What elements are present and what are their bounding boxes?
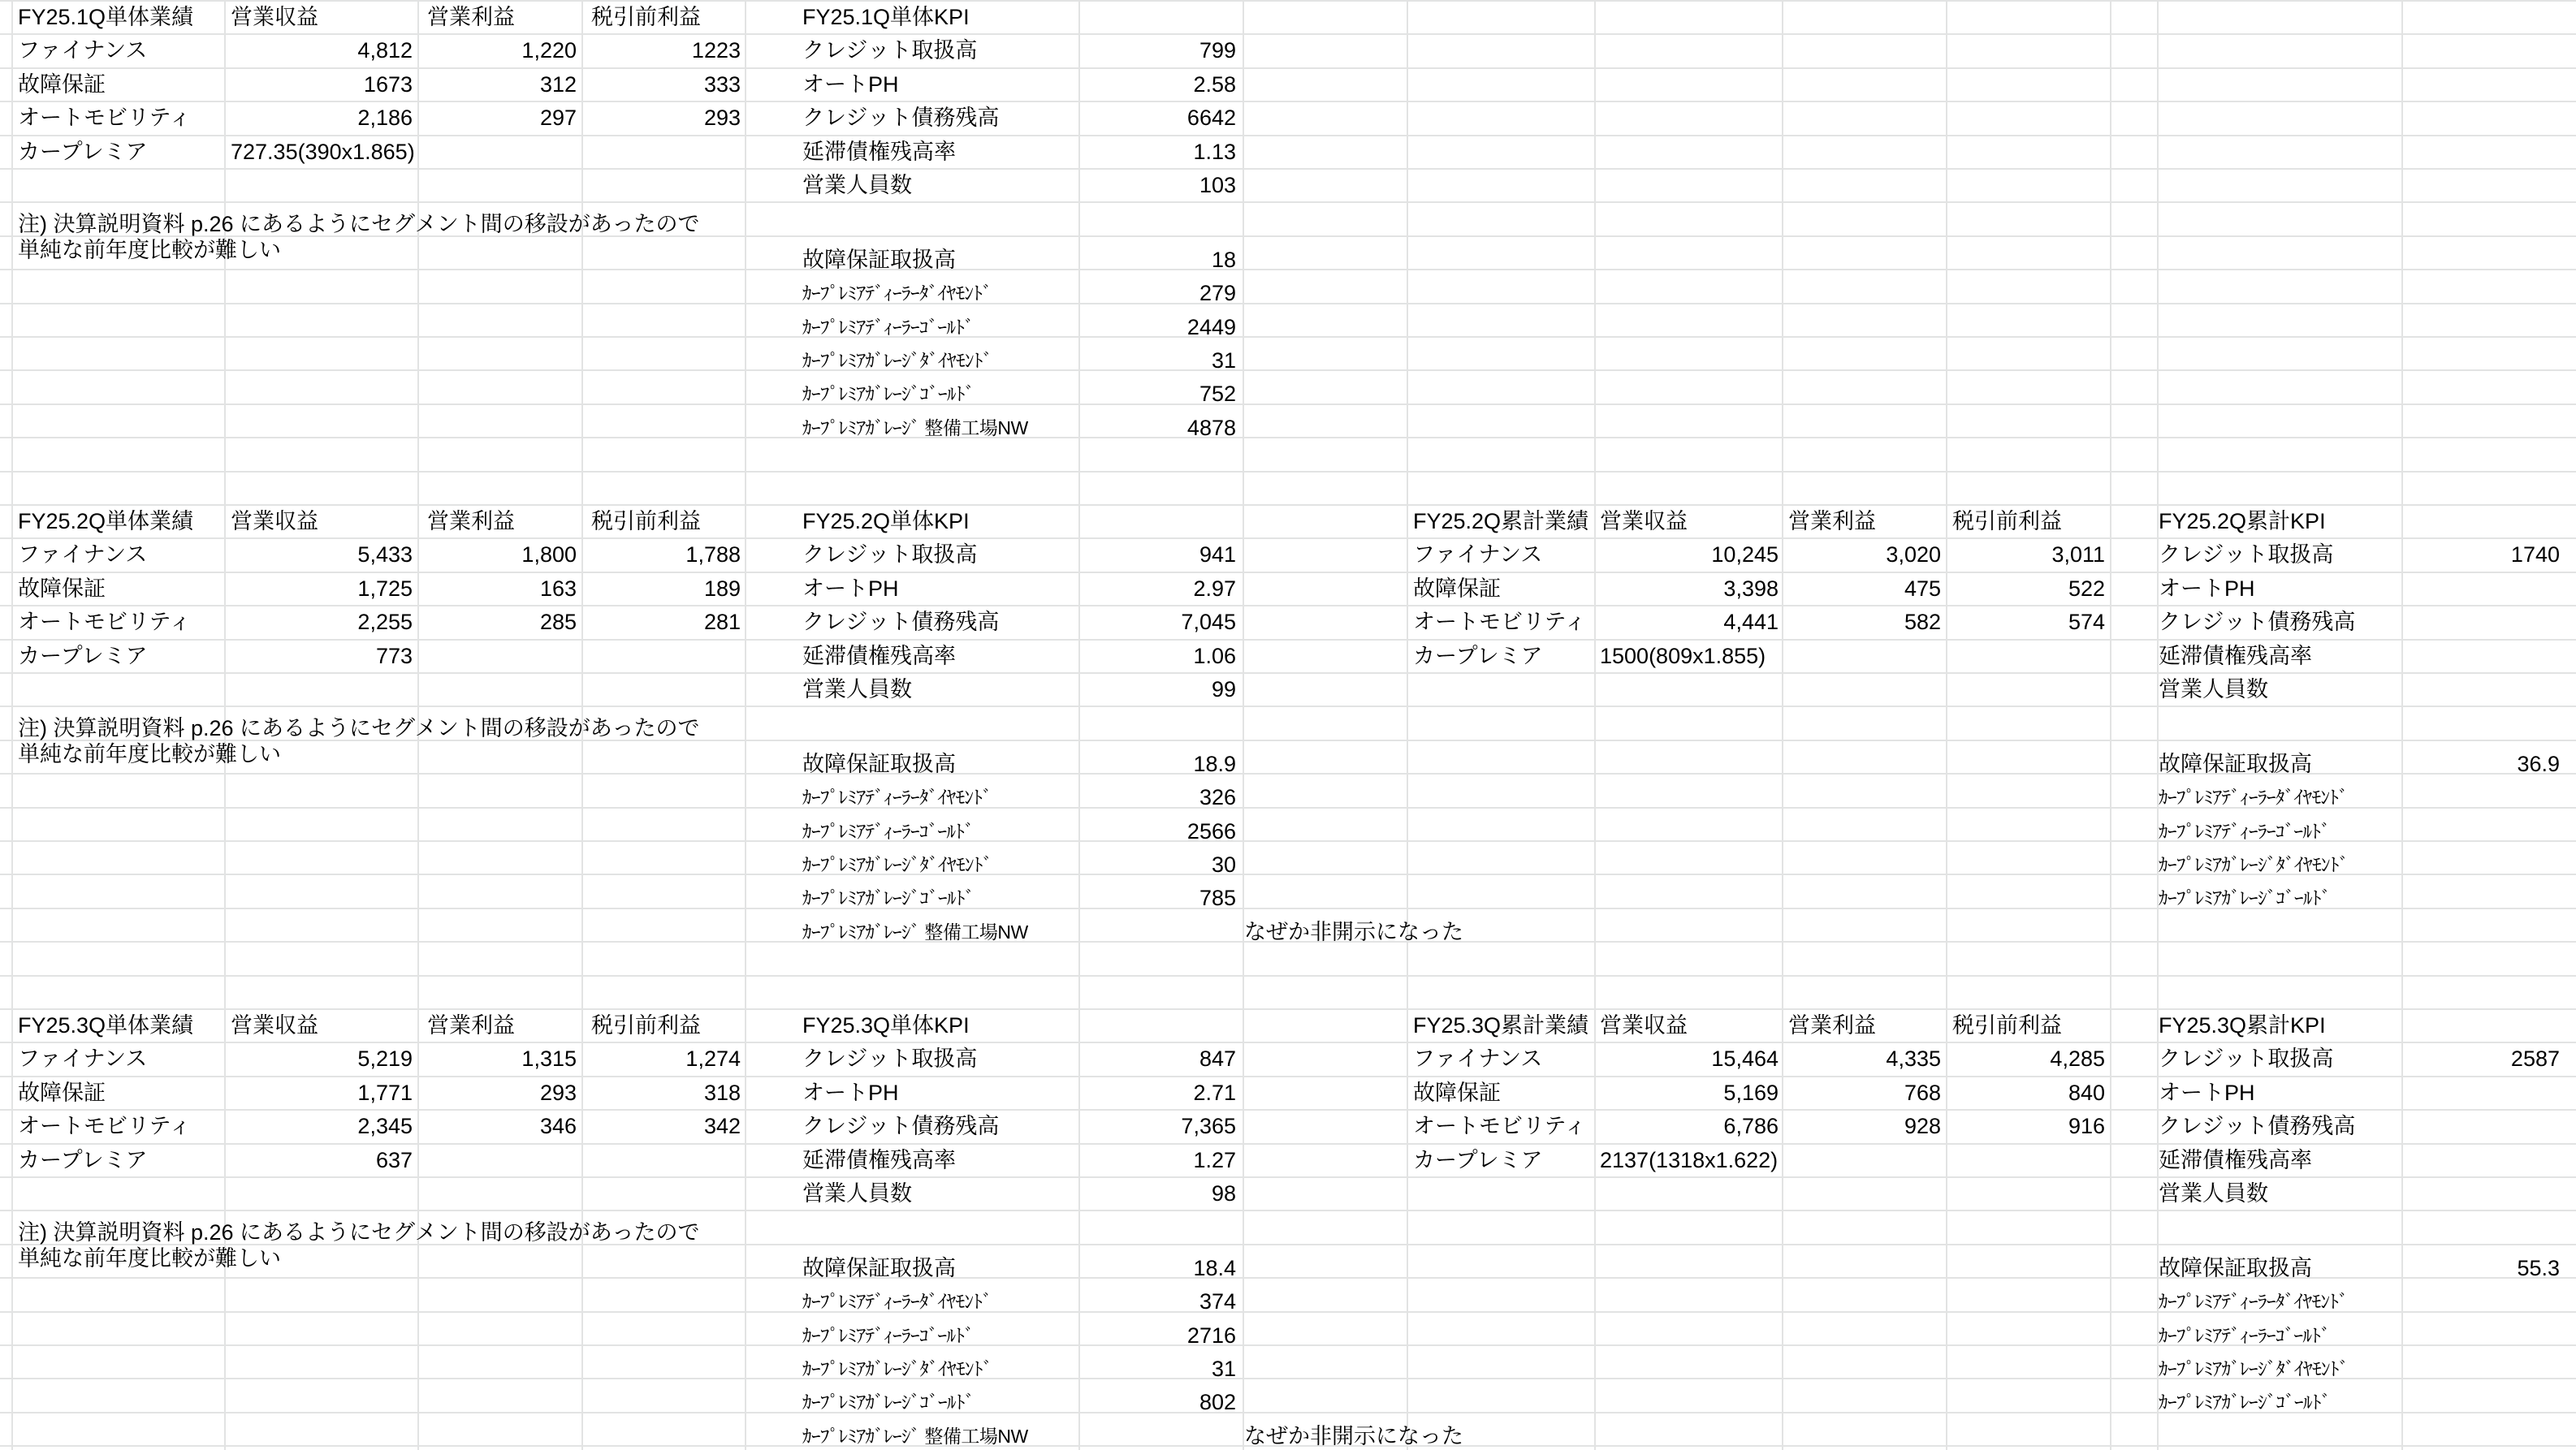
cell-value: 574 bbox=[2068, 610, 2105, 634]
kpi-value: 98 bbox=[1211, 1181, 1236, 1206]
cell-value: 10,245 bbox=[1711, 542, 1779, 567]
kpi-label: ｶｰﾌﾟﾚﾐｱﾃﾞｨｰﾗｰﾀﾞｲﾔﾓﾝﾄﾞ bbox=[2159, 1291, 2348, 1312]
kpi-label: ｶｰﾌﾟﾚﾐｱｶﾞﾚｰｼﾞ 整備工場NW bbox=[802, 921, 1028, 943]
row-label: ファイナンス bbox=[1413, 542, 1543, 567]
kpi-label: 延滞債権残高率 bbox=[2159, 644, 2312, 668]
kpi-label: クレジット債務残高 bbox=[802, 610, 1000, 634]
kpi-label: ｶｰﾌﾟﾚﾐｱﾃﾞｨｰﾗｰｺﾞｰﾙﾄﾞ bbox=[2159, 1325, 2330, 1346]
cell-value: 582 bbox=[1904, 610, 1941, 634]
kpi-value: 31 bbox=[1211, 348, 1236, 373]
row-label: カープレミア bbox=[18, 140, 148, 164]
cell-value: 1,788 bbox=[685, 542, 741, 567]
segment-title: FY25.3Q単体業績 bbox=[18, 1013, 194, 1038]
kpi-value: 374 bbox=[1199, 1289, 1236, 1314]
kpi-label: 故障保証取扱高 bbox=[802, 1256, 956, 1280]
cell-value: 4,335 bbox=[1886, 1047, 1941, 1071]
kpi-value: 2716 bbox=[1186, 1323, 1236, 1348]
kpi-title: FY25.2Q単体KPI bbox=[802, 509, 970, 533]
kpi-label: 故障保証取扱高 bbox=[2159, 1256, 2312, 1280]
kpi-value: 326 bbox=[1199, 785, 1236, 809]
kpi-label: 営業人員数 bbox=[2159, 1181, 2268, 1206]
kpi-label: ｶｰﾌﾟﾚﾐｱｶﾞﾚｰｼﾞｺﾞｰﾙﾄﾞ bbox=[2159, 887, 2331, 908]
column-header: 営業収益 bbox=[231, 1013, 318, 1038]
cell-value: 2,186 bbox=[357, 106, 413, 130]
kpi-label: クレジット取扱高 bbox=[2159, 1047, 2334, 1071]
cell-value: 475 bbox=[1904, 576, 1941, 601]
row-label: 故障保証 bbox=[1413, 576, 1501, 601]
kpi-value: 1.06 bbox=[1193, 644, 1236, 668]
kpi-label: ｶｰﾌﾟﾚﾐｱｶﾞﾚｰｼﾞｺﾞｰﾙﾄﾞ bbox=[802, 1392, 975, 1413]
kpi-title: FY25.3Q単体KPI bbox=[802, 1013, 970, 1038]
kpi-value: 1.27 bbox=[1193, 1148, 1236, 1172]
row-label: オートモビリティ bbox=[18, 106, 192, 130]
kpi-label: ｶｰﾌﾟﾚﾐｱｶﾞﾚｰｼﾞﾀﾞｲﾔﾓﾝﾄﾞ bbox=[802, 854, 992, 875]
segment-note: 注) 決算説明資料 p.26 にあるようにセグメント間の移設があったので 単純な前年度比較が難しい bbox=[18, 716, 700, 766]
cell-value: 15,464 bbox=[1711, 1047, 1779, 1071]
row-label: カープレミア bbox=[1413, 1148, 1543, 1172]
column-header: 営業収益 bbox=[231, 5, 318, 29]
kpi-label: ｶｰﾌﾟﾚﾐｱﾃﾞｨｰﾗｰﾀﾞｲﾔﾓﾝﾄﾞ bbox=[2159, 787, 2348, 808]
cell-value: 2137(1318x1.622) bbox=[1600, 1148, 1779, 1172]
kpi-value: 847 bbox=[1199, 1047, 1236, 1071]
kpi-label: 延滞債権残高率 bbox=[802, 140, 956, 164]
kpi-value: 18.4 bbox=[1193, 1256, 1236, 1280]
kpi-label: 故障保証取扱高 bbox=[802, 248, 956, 272]
kpi-label: クレジット取扱高 bbox=[802, 542, 978, 567]
kpi-value: 752 bbox=[1199, 382, 1236, 406]
kpi-label: ｶｰﾌﾟﾚﾐｱｶﾞﾚｰｼﾞｺﾞｰﾙﾄﾞ bbox=[802, 887, 975, 908]
kpi-label: オートPH bbox=[802, 72, 899, 97]
row-label: 故障保証 bbox=[1413, 1081, 1501, 1105]
kpi-label: 延滞債権残高率 bbox=[802, 644, 956, 668]
kpi-value: 2.71 bbox=[1193, 1081, 1236, 1105]
kpi-value: 2.58 bbox=[1193, 72, 1236, 97]
kpi-label: ｶｰﾌﾟﾚﾐｱﾃﾞｨｰﾗｰﾀﾞｲﾔﾓﾝﾄﾞ bbox=[802, 1291, 992, 1312]
kpi-value: 31 bbox=[1211, 1357, 1236, 1381]
kpi-label: ｶｰﾌﾟﾚﾐｱｶﾞﾚｰｼﾞｺﾞｰﾙﾄﾞ bbox=[802, 383, 975, 404]
kpi-label: 故障保証取扱高 bbox=[802, 752, 956, 776]
cell-value: 3,398 bbox=[1723, 576, 1779, 601]
segment-title: FY25.1Q単体業績 bbox=[18, 5, 194, 29]
segment-title: FY25.3Q累計業績 bbox=[1413, 1013, 1589, 1038]
row-label: オートモビリティ bbox=[18, 610, 192, 634]
column-header: 営業利益 bbox=[427, 5, 515, 29]
kpi-value: 785 bbox=[1199, 886, 1236, 910]
kpi-value: 55.3 bbox=[2517, 1256, 2560, 1280]
cell-value: 4,285 bbox=[2050, 1047, 2105, 1071]
cell-value: 1673 bbox=[363, 72, 413, 97]
kpi-title: FY25.2Q累計KPI bbox=[2159, 509, 2326, 533]
cell-value: 773 bbox=[375, 644, 413, 668]
cell-value: 163 bbox=[539, 576, 577, 601]
segment-title: FY25.2Q累計業績 bbox=[1413, 509, 1589, 533]
kpi-label: ｶｰﾌﾟﾚﾐｱｶﾞﾚｰｼﾞｺﾞｰﾙﾄﾞ bbox=[2159, 1392, 2331, 1413]
row-label: ファイナンス bbox=[18, 1047, 148, 1071]
kpi-label: 営業人員数 bbox=[2159, 677, 2268, 701]
cell-value: 4,441 bbox=[1723, 610, 1779, 634]
row-label: カープレミア bbox=[18, 644, 148, 668]
column-header: 税引前利益 bbox=[1952, 509, 2062, 533]
kpi-label: 営業人員数 bbox=[802, 173, 912, 197]
kpi-value: 6642 bbox=[1186, 106, 1236, 130]
row-label: オートモビリティ bbox=[1413, 1114, 1587, 1138]
kpi-label: 延滞債権残高率 bbox=[802, 1148, 956, 1172]
kpi-label: ｶｰﾌﾟﾚﾐｱｶﾞﾚｰｼﾞﾀﾞｲﾔﾓﾝﾄﾞ bbox=[2159, 854, 2349, 875]
cell-value: 1,220 bbox=[521, 38, 577, 63]
cell-value: 1,771 bbox=[357, 1081, 413, 1105]
kpi-value: 279 bbox=[1199, 281, 1236, 305]
row-label: ファイナンス bbox=[18, 542, 148, 567]
kpi-label: ｶｰﾌﾟﾚﾐｱﾃﾞｨｰﾗｰｺﾞｰﾙﾄﾞ bbox=[802, 821, 974, 842]
kpi-label: クレジット取扱高 bbox=[802, 1047, 978, 1071]
cell-value: 916 bbox=[2068, 1114, 2105, 1138]
cell-value: 281 bbox=[703, 610, 741, 634]
row-label: カープレミア bbox=[1413, 644, 1543, 668]
kpi-value: 18.9 bbox=[1193, 752, 1236, 776]
cell-value: 293 bbox=[703, 106, 741, 130]
kpi-label: クレジット債務残高 bbox=[2159, 610, 2356, 634]
cell-value: 1500(809x1.855) bbox=[1600, 644, 1766, 668]
column-header: 税引前利益 bbox=[1952, 1013, 2062, 1038]
kpi-value: 1740 bbox=[2510, 542, 2560, 567]
cell-value: 297 bbox=[539, 106, 577, 130]
kpi-value: 7,045 bbox=[1181, 610, 1236, 634]
kpi-value: なぜか非開示になった bbox=[1244, 920, 1463, 944]
kpi-label: 営業人員数 bbox=[802, 1181, 912, 1206]
row-label: カープレミア bbox=[18, 1148, 148, 1172]
kpi-label: ｶｰﾌﾟﾚﾐｱｶﾞﾚｰｼﾞ 整備工場NW bbox=[802, 417, 1028, 438]
kpi-label: クレジット債務残高 bbox=[802, 106, 1000, 130]
kpi-title: FY25.3Q累計KPI bbox=[2159, 1013, 2326, 1038]
segment-note: 注) 決算説明資料 p.26 にあるようにセグメント間の移設があったので 単純な前年度比較が難しい bbox=[18, 212, 700, 262]
cell-value: 4,812 bbox=[357, 38, 413, 63]
cell-value: 522 bbox=[2068, 576, 2105, 601]
kpi-label: ｶｰﾌﾟﾚﾐｱﾃﾞｨｰﾗｰﾀﾞｲﾔﾓﾝﾄﾞ bbox=[802, 787, 992, 808]
cell-value: 1,725 bbox=[357, 576, 413, 601]
segment-title: FY25.2Q単体業績 bbox=[18, 509, 194, 533]
row-label: ファイナンス bbox=[1413, 1047, 1543, 1071]
kpi-label: オートPH bbox=[2159, 576, 2255, 601]
cell-value: 928 bbox=[1904, 1114, 1941, 1138]
kpi-value: 1.13 bbox=[1193, 140, 1236, 164]
kpi-value: 99 bbox=[1211, 677, 1236, 701]
cell-value: 5,219 bbox=[357, 1047, 413, 1071]
kpi-value: 7,365 bbox=[1181, 1114, 1236, 1138]
kpi-label: オートPH bbox=[802, 576, 899, 601]
kpi-label: クレジット債務残高 bbox=[802, 1114, 1000, 1138]
kpi-value: 799 bbox=[1199, 38, 1236, 63]
cell-value: 285 bbox=[539, 610, 577, 634]
kpi-value: 18 bbox=[1211, 248, 1236, 272]
row-label: オートモビリティ bbox=[1413, 610, 1587, 634]
cell-value: 727.35(390x1.865) bbox=[231, 140, 415, 164]
row-label: 故障保証 bbox=[18, 576, 106, 601]
cell-value: 189 bbox=[703, 576, 741, 601]
kpi-value: 941 bbox=[1199, 542, 1236, 567]
kpi-value: 2566 bbox=[1186, 819, 1236, 844]
column-header: 営業利益 bbox=[427, 1013, 515, 1038]
column-header: 税引前利益 bbox=[591, 5, 701, 29]
cell-value: 2,255 bbox=[357, 610, 413, 634]
kpi-label: クレジット取扱高 bbox=[2159, 542, 2334, 567]
cell-value: 346 bbox=[539, 1114, 577, 1138]
kpi-value: 4878 bbox=[1186, 416, 1236, 440]
column-header: 営業利益 bbox=[427, 509, 515, 533]
column-header: 税引前利益 bbox=[591, 1013, 701, 1038]
row-label: ファイナンス bbox=[18, 38, 148, 63]
kpi-value: 2587 bbox=[2510, 1047, 2560, 1071]
kpi-label: ｶｰﾌﾟﾚﾐｱﾃﾞｨｰﾗｰｺﾞｰﾙﾄﾞ bbox=[802, 317, 974, 338]
kpi-label: ｶｰﾌﾟﾚﾐｱｶﾞﾚｰｼﾞ 整備工場NW bbox=[802, 1426, 1028, 1447]
kpi-label: ｶｰﾌﾟﾚﾐｱﾃﾞｨｰﾗｰｺﾞｰﾙﾄﾞ bbox=[2159, 821, 2330, 842]
kpi-title: FY25.1Q単体KPI bbox=[802, 5, 970, 29]
row-label: オートモビリティ bbox=[18, 1114, 192, 1138]
column-header: 営業収益 bbox=[1600, 509, 1688, 533]
column-header: 営業収益 bbox=[1600, 1013, 1688, 1038]
column-header: 営業利益 bbox=[1788, 1013, 1876, 1038]
kpi-value: 802 bbox=[1199, 1390, 1236, 1414]
cell-value: 5,169 bbox=[1723, 1081, 1779, 1105]
column-header: 営業収益 bbox=[231, 509, 318, 533]
row-label: 故障保証 bbox=[18, 1081, 106, 1105]
cell-value: 3,020 bbox=[1886, 542, 1941, 567]
kpi-label: オートPH bbox=[2159, 1081, 2255, 1105]
cell-value: 6,786 bbox=[1723, 1114, 1779, 1138]
segment-note: 注) 決算説明資料 p.26 にあるようにセグメント間の移設があったので 単純な前年度比較が難しい bbox=[18, 1220, 700, 1271]
cell-value: 1,800 bbox=[521, 542, 577, 567]
row-label: 故障保証 bbox=[18, 72, 106, 97]
cell-value: 637 bbox=[375, 1148, 413, 1172]
kpi-label: クレジット取扱高 bbox=[802, 38, 978, 63]
kpi-label: 営業人員数 bbox=[802, 677, 912, 701]
cell-value: 1,274 bbox=[685, 1047, 741, 1071]
column-header: 税引前利益 bbox=[591, 509, 701, 533]
kpi-label: ｶｰﾌﾟﾚﾐｱｶﾞﾚｰｼﾞﾀﾞｲﾔﾓﾝﾄﾞ bbox=[802, 350, 992, 371]
cell-value: 1223 bbox=[691, 38, 741, 63]
kpi-label: ｶｰﾌﾟﾚﾐｱｶﾞﾚｰｼﾞﾀﾞｲﾔﾓﾝﾄﾞ bbox=[802, 1358, 992, 1379]
cell-value: 768 bbox=[1904, 1081, 1941, 1105]
cell-value: 5,433 bbox=[357, 542, 413, 567]
kpi-label: 延滞債権残高率 bbox=[2159, 1148, 2312, 1172]
cell-value: 342 bbox=[703, 1114, 741, 1138]
kpi-value: 103 bbox=[1199, 173, 1236, 197]
kpi-label: ｶｰﾌﾟﾚﾐｱﾃﾞｨｰﾗｰﾀﾞｲﾔﾓﾝﾄﾞ bbox=[802, 283, 992, 304]
kpi-value: 2449 bbox=[1186, 315, 1236, 339]
kpi-label: 故障保証取扱高 bbox=[2159, 752, 2312, 776]
cell-value: 333 bbox=[703, 72, 741, 97]
kpi-value: なぜか非開示になった bbox=[1244, 1424, 1463, 1448]
cell-value: 3,011 bbox=[2051, 542, 2105, 567]
kpi-label: ｶｰﾌﾟﾚﾐｱｶﾞﾚｰｼﾞﾀﾞｲﾔﾓﾝﾄﾞ bbox=[2159, 1358, 2349, 1379]
kpi-value: 30 bbox=[1211, 852, 1236, 877]
kpi-label: ｶｰﾌﾟﾚﾐｱﾃﾞｨｰﾗｰｺﾞｰﾙﾄﾞ bbox=[802, 1325, 974, 1346]
cell-value: 312 bbox=[539, 72, 577, 97]
cell-value: 2,345 bbox=[357, 1114, 413, 1138]
cell-value: 318 bbox=[703, 1081, 741, 1105]
kpi-label: クレジット債務残高 bbox=[2159, 1114, 2356, 1138]
cell-value: 293 bbox=[539, 1081, 577, 1105]
cell-value: 840 bbox=[2068, 1081, 2105, 1105]
kpi-value: 36.9 bbox=[2517, 752, 2560, 776]
kpi-label: オートPH bbox=[802, 1081, 899, 1105]
cell-value: 1,315 bbox=[521, 1047, 577, 1071]
kpi-value: 2.97 bbox=[1193, 576, 1236, 601]
column-header: 営業利益 bbox=[1788, 509, 1876, 533]
